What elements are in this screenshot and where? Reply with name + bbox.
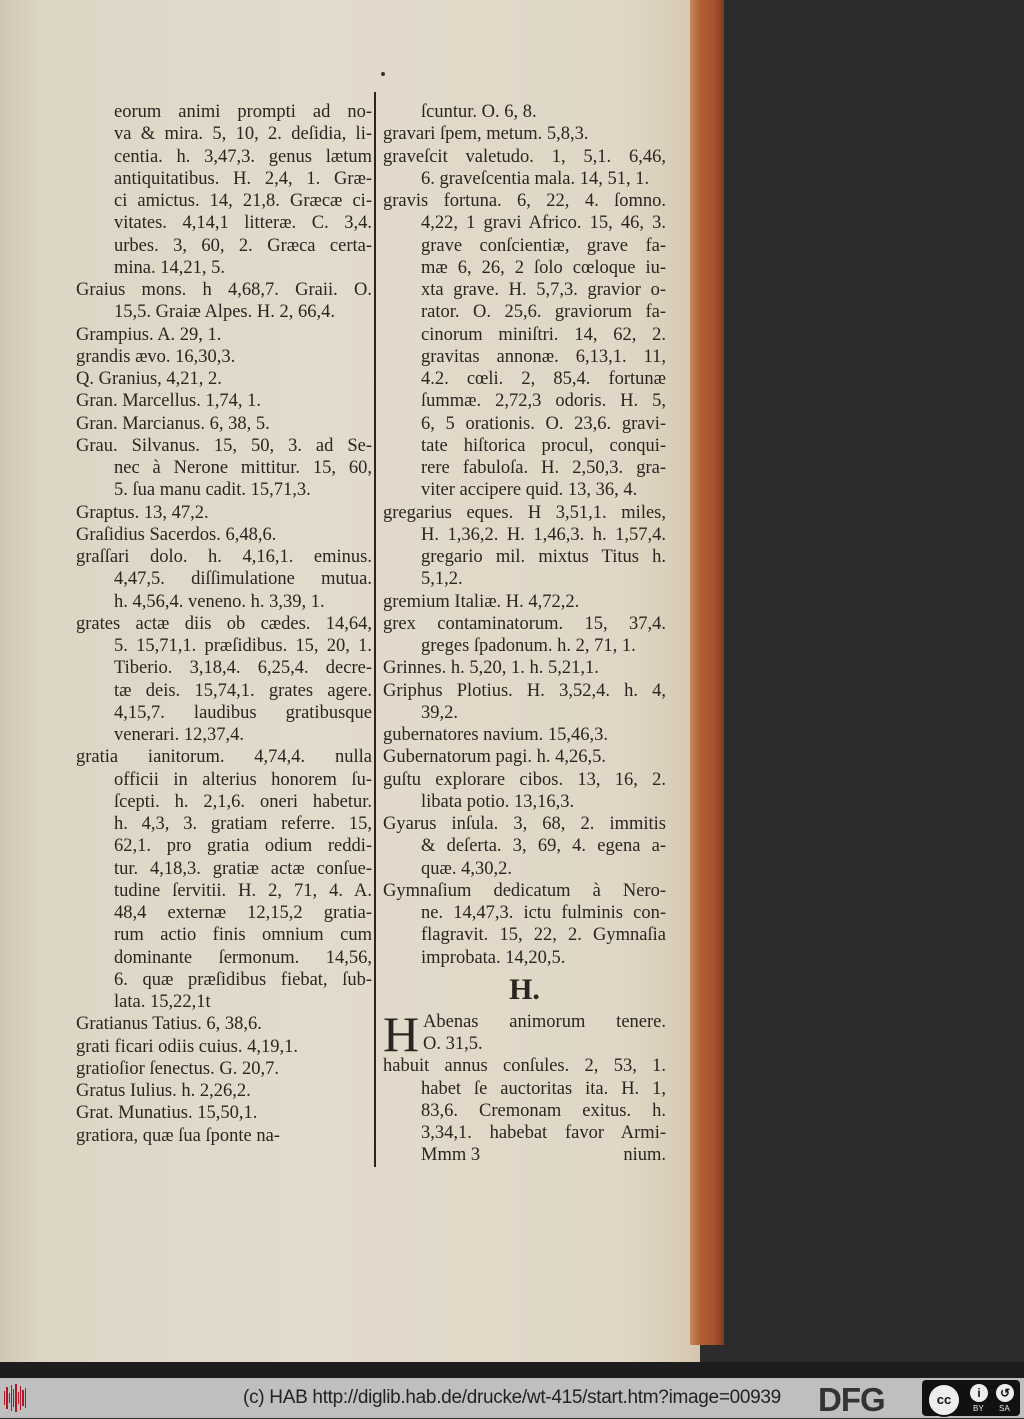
index-entry [76, 101, 372, 279]
column-divider [374, 92, 376, 1167]
page-footer-line [383, 1144, 666, 1166]
entry-line: guſtu explorare cibos. 13, 16, 2. [383, 769, 666, 790]
entry-line: greges ſpadonum. h. 2, 71, 1. [421, 636, 636, 656]
entry-line: grati ficari odiis cuius. 4,19,1. [76, 1036, 298, 1057]
index-entry [383, 123, 666, 145]
entry-line: Tiberio. 3,18,4. 6,25,4. decre- [114, 658, 372, 679]
entry-line: tate hiſtorica procul, conqui- [421, 435, 666, 456]
index-entry [76, 1013, 372, 1035]
entry-line: h. 4,3, 3. gratiam referre. 15, [114, 814, 372, 834]
entry-line: gubernatores navium. 15,46,3. [383, 725, 609, 745]
index-entry [76, 524, 372, 546]
copyright-link[interactable]: (c) HAB http://diglib.hab.de/drucke/wt-415/start.htm?image=00939 [243, 1387, 781, 1408]
entry-line: Griphus Plotius. H. 3,52,4. h. 4, [383, 680, 666, 701]
entry-line: 4,47,5. diſſimulatione mutua. [114, 569, 372, 590]
entry-line: gregarius eques. H 3,51,1. miles, [383, 502, 666, 523]
entry-line: Grinnes. h. 5,20, 1. h. 5,21,1. [383, 658, 599, 679]
cc-icon: cc [927, 1383, 961, 1417]
entry-line: Gratianus Tatius. 6, 38,6. [76, 1014, 262, 1035]
entry-line: ci amictus. 14, 21,8. Græcæ ci- [114, 191, 372, 211]
index-entry [383, 657, 666, 679]
entry-line: tudine ſervitii. H. 2, 71, 4. A. [114, 880, 372, 901]
entry-line: gravitas annonæ. 6,13,1. 11, [421, 346, 666, 367]
entry-line: grave conſcientiæ, grave fa- [421, 235, 666, 256]
index-entry [76, 1058, 372, 1080]
entry-line: H. 1,36,2. H. 1,46,3. h. 1,57,4. [421, 524, 666, 545]
entry-line: lata. 15,22,1t [114, 992, 211, 1012]
entry-line: 5. 15,71,1. præſidibus. 15, 20, 1. [114, 636, 372, 656]
entry-line: Graſidius Sacerdos. 6,48,6. [76, 524, 277, 545]
entry-line: grex contaminatorum. 15, 37,4. [383, 613, 666, 634]
entry-line: va & mira. 5, 10, 2. deſidia, li- [114, 124, 372, 145]
by-label: BY [973, 1404, 984, 1413]
entry-line: urbes. 3, 60, 2. Græca certa- [114, 235, 372, 256]
entry-line: mina. 14,21, 5. [114, 257, 225, 278]
index-entry [383, 591, 666, 613]
entry-line: O. 31,5. [423, 1034, 483, 1054]
entry-line: gratiora, quæ ſua ſponte na- [76, 1125, 280, 1146]
drop-cap: H [383, 1005, 420, 1062]
entry-line: gravis fortuna. 6, 22, 4. ſomno. [383, 191, 666, 211]
dfg-logo[interactable]: DFG [818, 1381, 885, 1418]
entry-line: 6. graveſcentia mala. 14, 51, 1. [421, 168, 650, 189]
index-entry [76, 546, 372, 613]
by-icon: i [970, 1384, 988, 1402]
index-entry [383, 746, 666, 768]
entry-line: libata potio. 13,16,3. [421, 791, 575, 812]
entry-line: tæ deis. 15,74,1. grates agere. [114, 680, 372, 701]
index-entry [76, 368, 372, 390]
entry-line: Graius mons. h 4,68,7. Graii. O. [76, 280, 372, 300]
entry-line: 4.2. cœli. 2, 85,4. fortunæ [421, 369, 666, 389]
ink-mark [381, 72, 385, 76]
index-entry [76, 502, 372, 524]
entry-line: grates actæ diis ob cædes. 14,64, [76, 613, 372, 634]
entry-line: xta grave. H. 5,7,3. gravior o- [421, 280, 666, 300]
entry-line: Gubernatorum pagi. h. 4,26,5. [383, 747, 606, 768]
entry-line: ſcuntur. O. 6, 8. [421, 102, 537, 122]
entry-line: 4,22, 1 gravi Africo. 15, 46, 3. [421, 213, 666, 234]
entry-line: 3,34,1. habebat favor Armi- [421, 1123, 666, 1143]
viewer-footer [0, 1378, 1024, 1418]
entry-line: h. 4,56,4. veneno. h. 3,39, 1. [114, 591, 325, 612]
entry-line: Graptus. 13, 47,2. [76, 502, 209, 523]
index-entry [76, 390, 372, 412]
entry-line: Q. Granius, 4,21, 2. [76, 369, 222, 389]
entry-line: mæ 6, 26, 2 ſolo cœloque iu- [421, 257, 666, 278]
entry-line: 5,1,2. [421, 569, 463, 590]
entry-line: Grat. Munatius. 15,50,1. [76, 1103, 258, 1124]
index-entry [76, 324, 372, 346]
index-entry [383, 502, 666, 591]
entry-line: habuit annus conſules. 2, 53, 1. [383, 1056, 666, 1077]
entry-line: 48,4 externæ 12,15,2 gratia- [114, 903, 372, 923]
entry-line: 4,15,7. laudibus gratibusque [114, 702, 372, 723]
entry-line: ſcepti. h. 2,1,6. oneri habetur. [114, 791, 372, 812]
entry-line: gremium Italiæ. H. 4,72,2. [383, 591, 580, 612]
page-edge [690, 0, 724, 1345]
entry-line: cinorum miniſtri. 14, 62, 2. [421, 324, 666, 345]
entry-line: eorum animi prompti ad no- [114, 102, 372, 122]
index-entry [76, 746, 372, 1013]
entry-line: ne. 14,47,3. ictu fulminis con- [421, 903, 666, 923]
entry-line: Gymnaſium dedicatum à Nero- [383, 880, 666, 901]
entry-line: centia. h. 3,47,3. genus lætum [114, 146, 372, 167]
entry-line: grandis ævo. 16,30,3. [76, 346, 236, 367]
index-entry [383, 190, 666, 502]
entry-line: flagravit. 15, 22, 2. Gymnaſia [421, 925, 666, 946]
index-entry-dropcap [383, 1005, 666, 1062]
entry-line: Abenas animorum tenere. [423, 1011, 666, 1032]
entry-line: ſummæ. 2,72,3 odoris. H. 5, [421, 391, 666, 412]
entry-line: rator. O. 25,6. graviorum fa- [421, 302, 666, 323]
entry-line: quæ. 4,30,2. [421, 858, 512, 879]
entry-line: Gyarus inſula. 3, 68, 2. immitis [383, 814, 666, 834]
entry-line: rere fabuloſa. H. 2,50,3. gra- [421, 458, 666, 478]
index-entry [76, 346, 372, 368]
index-entry [76, 435, 372, 502]
index-column-right [383, 101, 666, 1167]
index-entry [383, 1055, 666, 1144]
entry-line: gregario mil. mixtus Titus h. [421, 547, 666, 567]
index-column-left [76, 101, 372, 1147]
entry-line: improbata. 14,20,5. [421, 947, 566, 968]
entry-line: habet ſe auctoritas ita. H. 1, [421, 1078, 666, 1099]
entry-line: gratia ianitorum. 4,74,4. nulla [76, 747, 372, 768]
section-heading: H. [509, 972, 540, 1006]
index-entry [383, 680, 666, 725]
entry-line: Gratus Iulius. h. 2,26,2. [76, 1081, 251, 1101]
index-entry [383, 724, 666, 746]
entry-line: officii in alterius honorem ſu- [114, 769, 372, 790]
index-entry [76, 279, 372, 324]
index-entry [383, 813, 666, 880]
cc-license-badge[interactable] [922, 1380, 1020, 1416]
entry-line: nec à Nerone mittitur. 15, 60, [114, 458, 372, 478]
entry-line: Grampius. A. 29, 1. [76, 324, 222, 345]
entry-line: 6, 5 orationis. O. 23,6. gravi- [421, 413, 666, 434]
index-entry [383, 101, 666, 123]
index-entry [383, 880, 666, 969]
index-entry [76, 1102, 372, 1124]
entry-line: gratioſior ſenectus. G. 20,7. [76, 1058, 279, 1079]
index-entry [76, 1125, 372, 1147]
entry-line: venerari. 12,37,4. [114, 725, 244, 745]
entry-line: 5. ſua manu cadit. 15,71,3. [114, 480, 311, 501]
entry-line: viter accipere quid. 13, 36, 4. [421, 480, 638, 501]
entry-line: vitates. 4,14,1 litteræ. C. 3,4. [114, 213, 372, 234]
entry-line: 15,5. Graiæ Alpes. H. 2, 66,4. [114, 302, 335, 323]
entry-line: & deſerta. 3, 69, 4. egena a- [421, 836, 666, 857]
index-entry [76, 1080, 372, 1102]
index-entry [76, 1036, 372, 1058]
entry-line: Grau. Silvanus. 15, 50, 3. ad Se- [76, 435, 372, 456]
entry-line: graveſcit valetudo. 1, 5,1. 6,46, [383, 146, 666, 167]
sa-label: SA [999, 1404, 1010, 1413]
entry-line: 83,6. Cremonam exitus. h. [421, 1100, 666, 1121]
entry-line: rum actio finis omnium cum [114, 925, 372, 946]
entry-line: gravari ſpem, metum. 5,8,3. [383, 124, 589, 145]
entry-line: graſſari dolo. h. 4,16,1. eminus. [76, 547, 372, 567]
entry-line: 39,2. [421, 702, 458, 723]
entry-line: tur. 4,18,3. gratiæ actæ conſue- [114, 858, 372, 879]
index-entry [383, 769, 666, 814]
entry-line: Gran. Marcianus. 6, 38, 5. [76, 413, 270, 434]
scan-border [0, 1362, 1024, 1378]
signature-mark: Mmm 3 [421, 1145, 481, 1166]
index-entry [76, 413, 372, 435]
index-entry [383, 613, 666, 658]
index-entry [383, 146, 666, 191]
entry-line: 6. quæ præſidibus fiebat, ſub- [114, 969, 372, 990]
entry-line: antiquitatibus. H. 2,4, 1. Græ- [114, 168, 372, 189]
index-entry [76, 613, 372, 747]
entry-line: Gran. Marcellus. 1,74, 1. [76, 391, 261, 412]
sa-icon: ↺ [996, 1384, 1014, 1402]
entry-line: dominante ſermonum. 14,56, [114, 947, 372, 968]
catchword: nium. [623, 1145, 666, 1166]
entry-line: 62,1. pro gratia odium reddi- [114, 836, 372, 857]
